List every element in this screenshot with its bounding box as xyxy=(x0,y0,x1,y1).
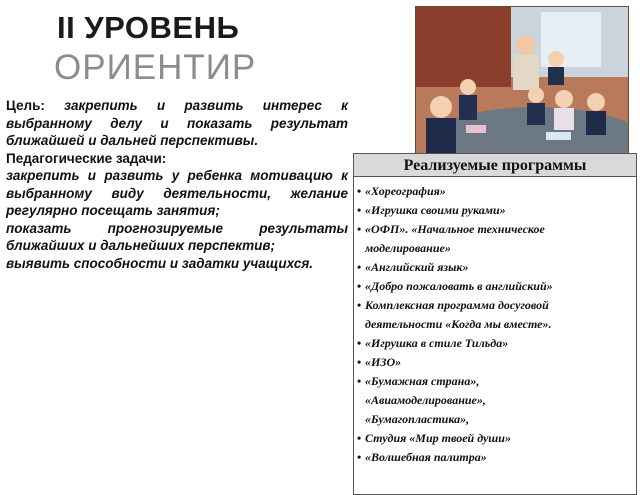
goal-text: закрепить и развить интерес к выбранному делу и показать результат ближайшей и дальней перспективы. xyxy=(6,98,348,148)
program-item: • «Бумажная страна», xyxy=(357,372,636,391)
program-item: • «ИЗО» xyxy=(357,353,636,372)
program-item: • «Английский язык» xyxy=(357,258,636,277)
program-item: деятельности «Когда мы вместе». xyxy=(365,317,552,331)
program-item: «Бумагопластика», xyxy=(365,412,470,426)
program-item: • «Волшебная палитра» xyxy=(357,448,636,467)
page-subtitle: ОРИЕНТИР xyxy=(54,48,257,87)
program-item: • «Игрушка своими руками» xyxy=(357,201,636,220)
program-item: «Авиамоделирование», xyxy=(365,393,486,407)
task-3: выявить способности и задатки учащихся. xyxy=(6,255,314,271)
program-item: • «ОФП». «Начальное техническое xyxy=(357,220,636,239)
task-1: закрепить и развить у ребенка мотивацию к выбранному виду деятельности, желание регулярно посещать занятия; xyxy=(6,168,348,218)
goals-and-tasks-block xyxy=(6,97,348,272)
page-title: II УРОВЕНЬ xyxy=(57,10,240,45)
programs-header: Реализуемые программы xyxy=(354,154,636,177)
program-item: • «Игрушка в стиле Тильда» xyxy=(357,334,636,353)
classroom-photo xyxy=(415,6,629,166)
program-item: • Комплексная программа досуговой xyxy=(357,296,636,315)
program-item: моделирование» xyxy=(365,241,451,255)
program-item: • «Хореография» xyxy=(357,182,636,201)
goal-paragraph xyxy=(6,97,348,150)
program-item: • Студия «Мир твоей души» xyxy=(357,429,636,448)
goal-label: Цель: xyxy=(6,98,45,113)
programs-list xyxy=(354,177,636,467)
programs-table xyxy=(353,153,637,495)
task-2: показать прогнозируемые результаты ближайших и дальнейших перспектив; xyxy=(6,220,348,253)
tasks-heading: Педагогические задачи: xyxy=(6,150,167,166)
program-item: • «Добро пожаловать в английский» xyxy=(357,277,636,296)
